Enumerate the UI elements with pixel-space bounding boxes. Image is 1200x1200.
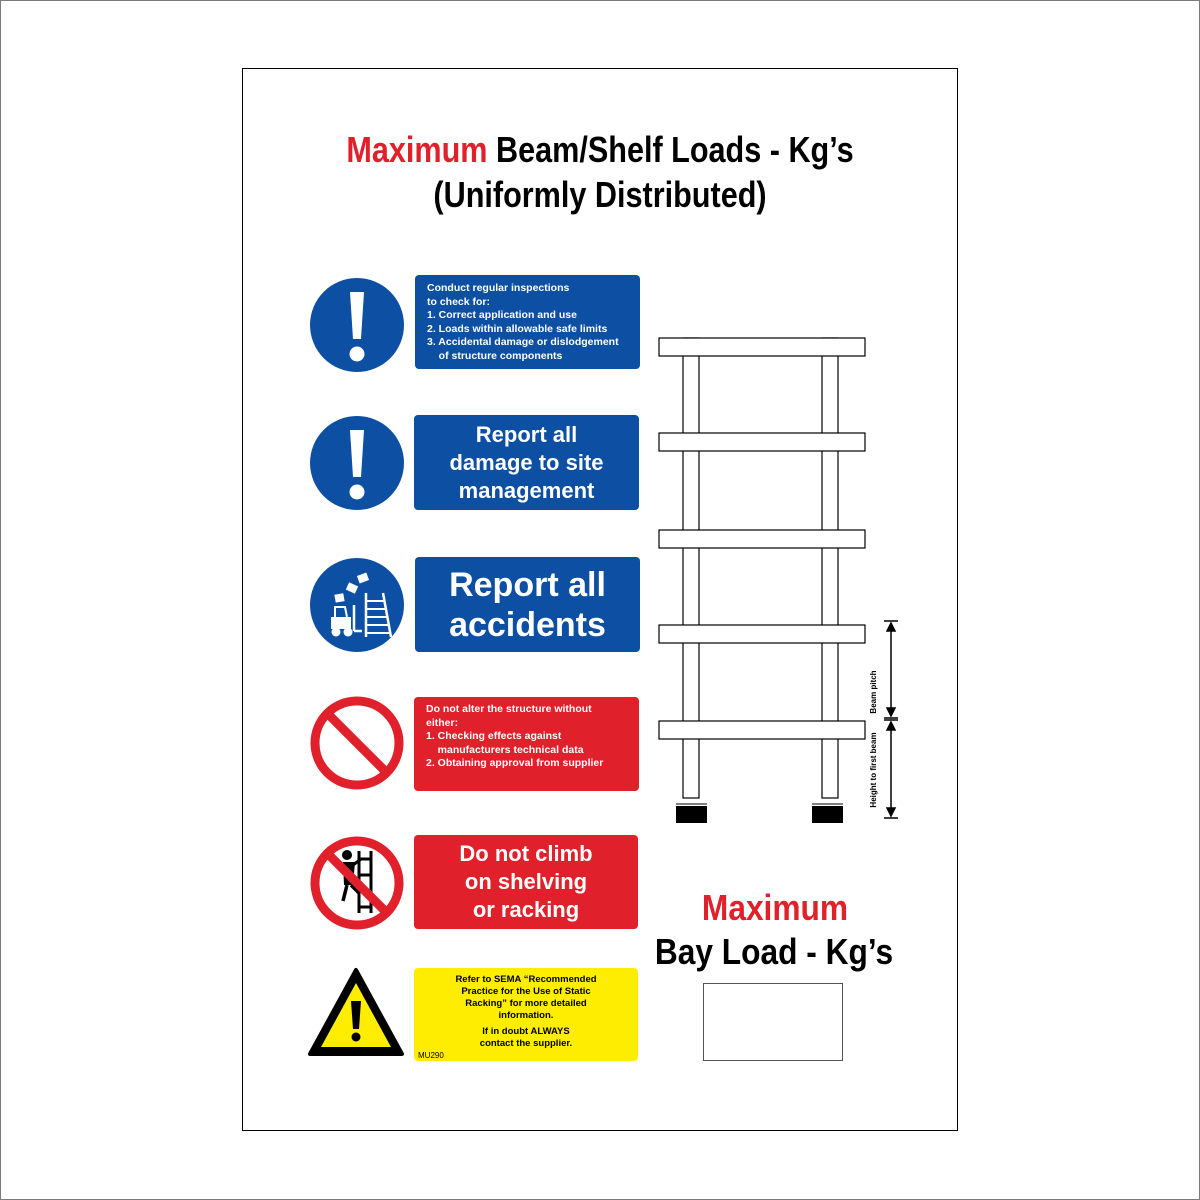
title-line-2: (Uniformly Distributed) <box>433 174 767 215</box>
inspections-line: 3. Accidental damage or dislodgement <box>427 336 619 348</box>
title-maximum: Maximum <box>346 129 488 170</box>
inspections-line: to check for: <box>427 295 491 308</box>
report-accidents-panel <box>415 557 640 652</box>
warning-triangle-icon <box>307 966 405 1060</box>
title-line-1 <box>90 130 1110 170</box>
do-not-alter-line: 1. Checking effects against <box>426 730 562 742</box>
do-not-climb-line: or racking <box>472 897 580 922</box>
do-not-alter-line: 2. Obtaining approval from supplier <box>426 757 604 769</box>
do-not-alter-line: Do not alter the structure without <box>426 703 592 715</box>
bay-maximum-label: Maximum <box>701 887 849 928</box>
sema-line: Racking” for more detailed <box>465 998 587 1009</box>
racking-diagram <box>640 320 910 840</box>
sema-line: Practice for the Use of Static <box>461 986 591 997</box>
report-damage-line: damage to site <box>449 449 604 475</box>
do-not-climb-panel <box>414 835 638 929</box>
exclamation-mandatory-icon <box>309 415 405 511</box>
height-to-first-beam-label: Height to first beam <box>869 732 878 808</box>
forklift-falling-boxes-icon <box>309 557 405 653</box>
bay-load-label: Bay Load - Kg’s <box>654 931 894 972</box>
product-code: MU290 <box>418 1051 444 1060</box>
sema-line: contact the supplier. <box>479 1038 573 1049</box>
title-beam-shelf: Beam/Shelf Loads - Kg’s <box>487 129 854 170</box>
inspections-line: 2. Loads within allowable safe limits <box>427 322 608 335</box>
base-plate <box>812 806 843 823</box>
sema-line: information. <box>498 1010 554 1021</box>
sema-panel <box>414 968 638 1061</box>
do-not-alter-panel <box>414 697 639 791</box>
report-accidents-line: Report all <box>449 565 606 604</box>
do-not-climb-line: on shelving <box>464 869 588 894</box>
sema-line: If in doubt ALWAYS <box>482 1026 570 1037</box>
do-not-alter-line: manufacturers technical data <box>426 743 584 756</box>
do-not-alter-line: either: <box>426 716 459 729</box>
report-accidents-line: accidents <box>449 605 606 644</box>
exclamation-mandatory-icon <box>309 277 405 373</box>
prohibition-icon <box>309 695 405 791</box>
inspections-line: of structure components <box>427 349 563 362</box>
do-not-climb-line: Do not climb <box>459 841 593 866</box>
no-climbing-icon <box>309 835 405 931</box>
report-damage-panel <box>414 415 639 510</box>
beam-pitch-label: Beam pitch <box>869 670 878 714</box>
sema-line: Refer to SEMA “Recommended <box>455 974 597 985</box>
report-damage-line: Report all <box>475 421 578 447</box>
report-damage-line: management <box>458 477 595 503</box>
inspections-line: Conduct regular inspections <box>427 282 570 294</box>
bay-load-value-box <box>703 983 843 1061</box>
base-plate <box>676 806 707 823</box>
inspections-panel <box>415 275 640 369</box>
inspections-line: 1. Correct application and use <box>427 309 577 321</box>
